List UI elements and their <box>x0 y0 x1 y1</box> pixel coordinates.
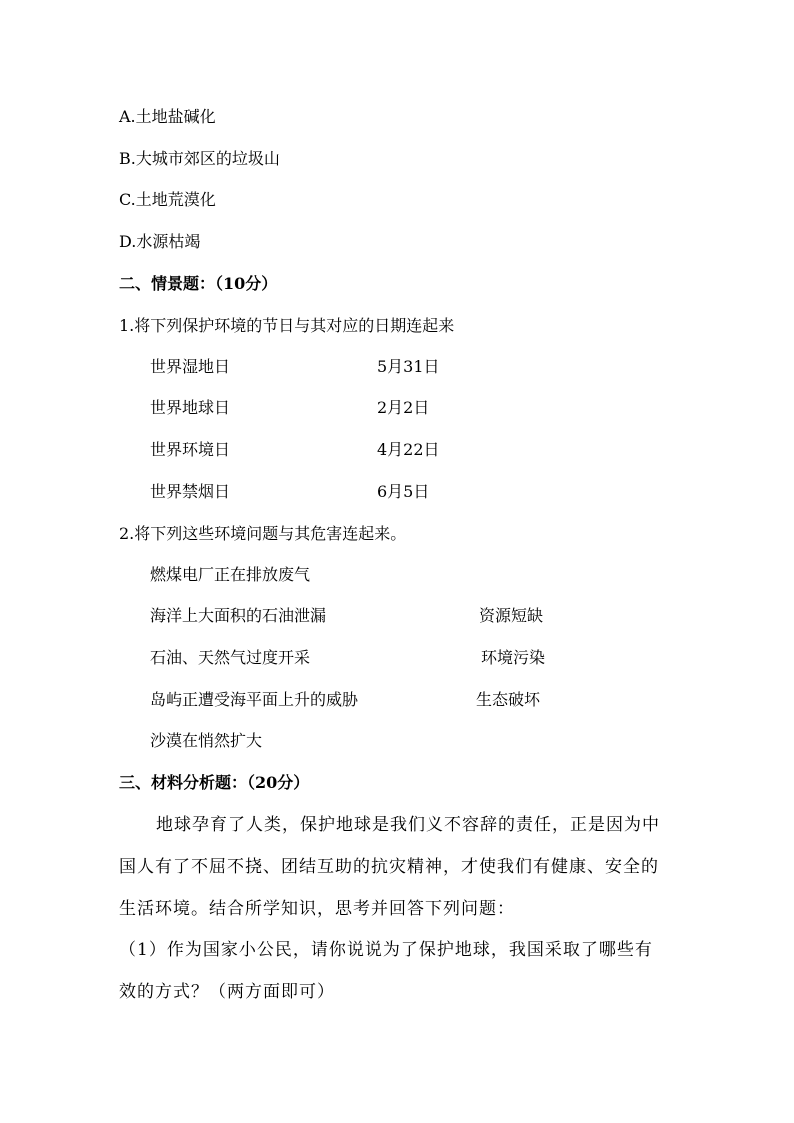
question-line: （1）作为国家小公民，请你说说为了保护地球，我国采取了哪些有 <box>119 940 653 960</box>
paragraph-line: 地球孕育了人类，保护地球是我们义不容辞的责任，正是因为中 <box>156 815 660 835</box>
option-a: A.土地盐碱化 <box>119 107 216 126</box>
q1-festival-name: 世界环境日 <box>150 440 231 459</box>
q2-problem: 沙漠在悄然扩大 <box>150 731 263 750</box>
q1-festival-name: 世界地球日 <box>150 398 231 417</box>
q2-prompt: 2.将下列这些环境问题与其危害连起来。 <box>119 524 407 543</box>
q1-festival-date: 5月31日 <box>377 357 440 376</box>
paragraph-line: 生活环境。结合所学知识，思考并回答下列问题： <box>119 899 515 919</box>
option-b: B.大城市郊区的垃圾山 <box>119 149 280 168</box>
q1-festival-name: 世界湿地日 <box>150 357 231 376</box>
question-line: 效的方式？（两方面即可） <box>119 982 335 1002</box>
q2-problem: 岛屿正遭受海平面上升的威胁 <box>150 690 359 709</box>
q1-festival-date: 6月5日 <box>377 482 430 501</box>
q2-harm: 生态破坏 <box>476 690 541 709</box>
q2-problem: 燃煤电厂正在排放废气 <box>150 565 311 584</box>
paragraph-line: 国人有了不屈不挠、团结互助的抗灾精神，才使我们有健康、安全的 <box>119 857 659 877</box>
q1-festival-date: 4月22日 <box>377 440 440 459</box>
q2-harm: 资源短缺 <box>479 606 544 625</box>
q2-harm: 环境污染 <box>481 648 546 667</box>
section2-heading: 二、情景题：（10分） <box>119 274 278 293</box>
q1-festival-name: 世界禁烟日 <box>150 482 231 501</box>
q1-prompt: 1.将下列保护环境的节日与其对应的日期连起来 <box>119 316 455 335</box>
option-c: C.土地荒漠化 <box>119 190 216 209</box>
q2-problem: 石油、天然气过度开采 <box>150 648 311 667</box>
q2-problem: 海洋上大面积的石油泄漏 <box>150 606 327 625</box>
q1-festival-date: 2月2日 <box>377 398 430 417</box>
option-d: D.水源枯竭 <box>119 232 201 251</box>
section3-heading: 三、材料分析题：（20分） <box>119 773 310 792</box>
